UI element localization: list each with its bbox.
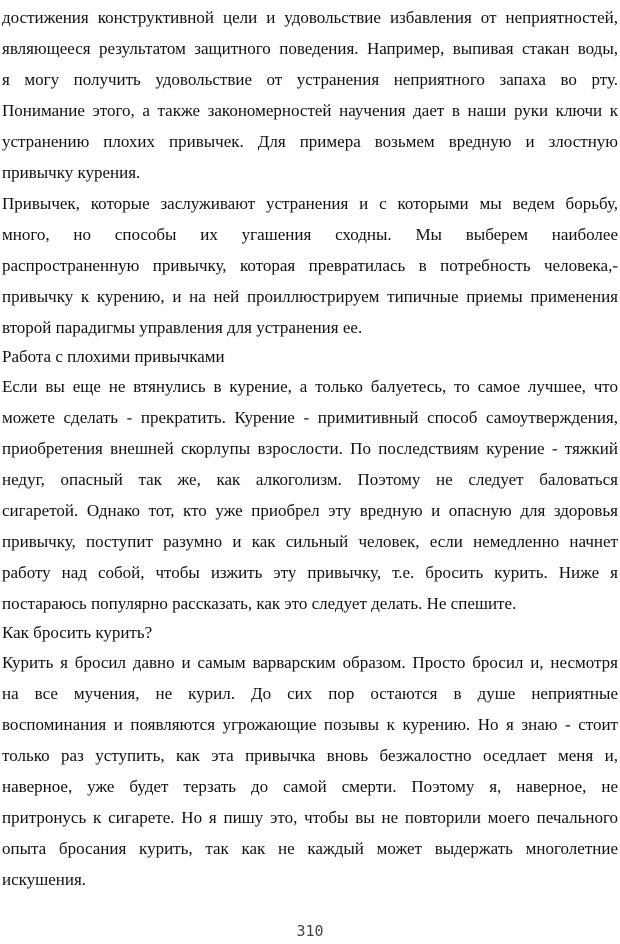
paragraph-line: распространенную привычку, которая превратилась в потребность человека,-	[2, 256, 618, 275]
paragraph-line: постараюсь популярно рассказать, как это следует делать. Не спешите.	[2, 594, 517, 613]
paragraph-line: воспоминания и появляются угрожающие позывы к курению. Но я знаю - стоит	[2, 715, 618, 734]
paragraph-line: наверное, уже будет терзать до самой смерти. Поэтому я, наверное, не	[2, 777, 618, 796]
paragraph-line: приобретения внешней скорлупы взрослости. По последствиям курение - тяжкий	[2, 439, 618, 458]
paragraph-line: работу над собой, чтобы изжить эту привычку, т.е. бросить курить. Ниже я	[2, 563, 618, 582]
section-heading: Работа с плохими привычками	[2, 347, 225, 366]
paragraph-line: достижения конструктивной цели и удовольствие избавления от неприятностей,	[2, 8, 618, 27]
paragraph-line: второй парадигмы управления для устранения ее.	[2, 318, 363, 337]
paragraph-line: привычку курения.	[2, 163, 141, 182]
paragraph-line: искушения.	[2, 870, 87, 889]
page-number: 310	[296, 922, 324, 940]
section-heading: Как бросить курить?	[2, 623, 153, 642]
paragraph-line: опыта бросания курить, так как не каждый может выдержать многолетние	[2, 839, 618, 858]
paragraph-line: недуг, опасный так же, как алкоголизм. Поэтому не следует баловаться	[2, 470, 618, 489]
paragraph-line: Привычек, которые заслуживают устранения и с которыми мы ведем борьбу,	[2, 194, 618, 213]
paragraph-line: привычку, поступит разумно и как сильный человек, если немедленно начнет	[2, 532, 618, 551]
paragraph-line: на все мучения, не курил. До сих пор остаются в душе неприятные	[2, 684, 618, 703]
paragraph-line: Курить я бросил давно и самым варварским образом. Просто бросил и, несмотря	[2, 653, 618, 672]
paragraph-line: привычку к курению, и на ней проиллюстрируем типичные приемы применения	[2, 287, 618, 306]
paragraph-line: много, но способы их угашения сходны. Мы выберем наиболее	[2, 225, 618, 244]
paragraph-line: являющееся результатом защитного поведения. Например, выпивая стакан воды,	[2, 39, 618, 58]
paragraph-line: можете сделать - прекратить. Курение - примитивный способ самоутверждения,	[2, 408, 618, 427]
paragraph-line: я могу получить удовольствие от устранения неприятного запаха во рту.	[2, 70, 618, 89]
paragraph-line: только раз уступить, как эта привычка вновь безжалостно оседлает меня и,	[2, 746, 618, 765]
paragraph-line: притронусь к сигарете. Но я пишу это, чтобы вы не повторили моего печального	[2, 808, 618, 827]
page-body-text	[2, 2, 618, 895]
paragraph-line: Если вы еще не втянулись в курение, а только балуетесь, то самое лучшее, что	[2, 377, 618, 396]
paragraph-line: Понимание этого, а также закономерностей научения дает в наши руки ключи к	[2, 101, 618, 120]
paragraph-line: сигаретой. Однако тот, кто уже приобрел эту вредную и опасную для здоровья	[2, 501, 618, 520]
paragraph-line: устранению плохих привычек. Для примера возьмем вредную и злостную	[2, 132, 618, 151]
